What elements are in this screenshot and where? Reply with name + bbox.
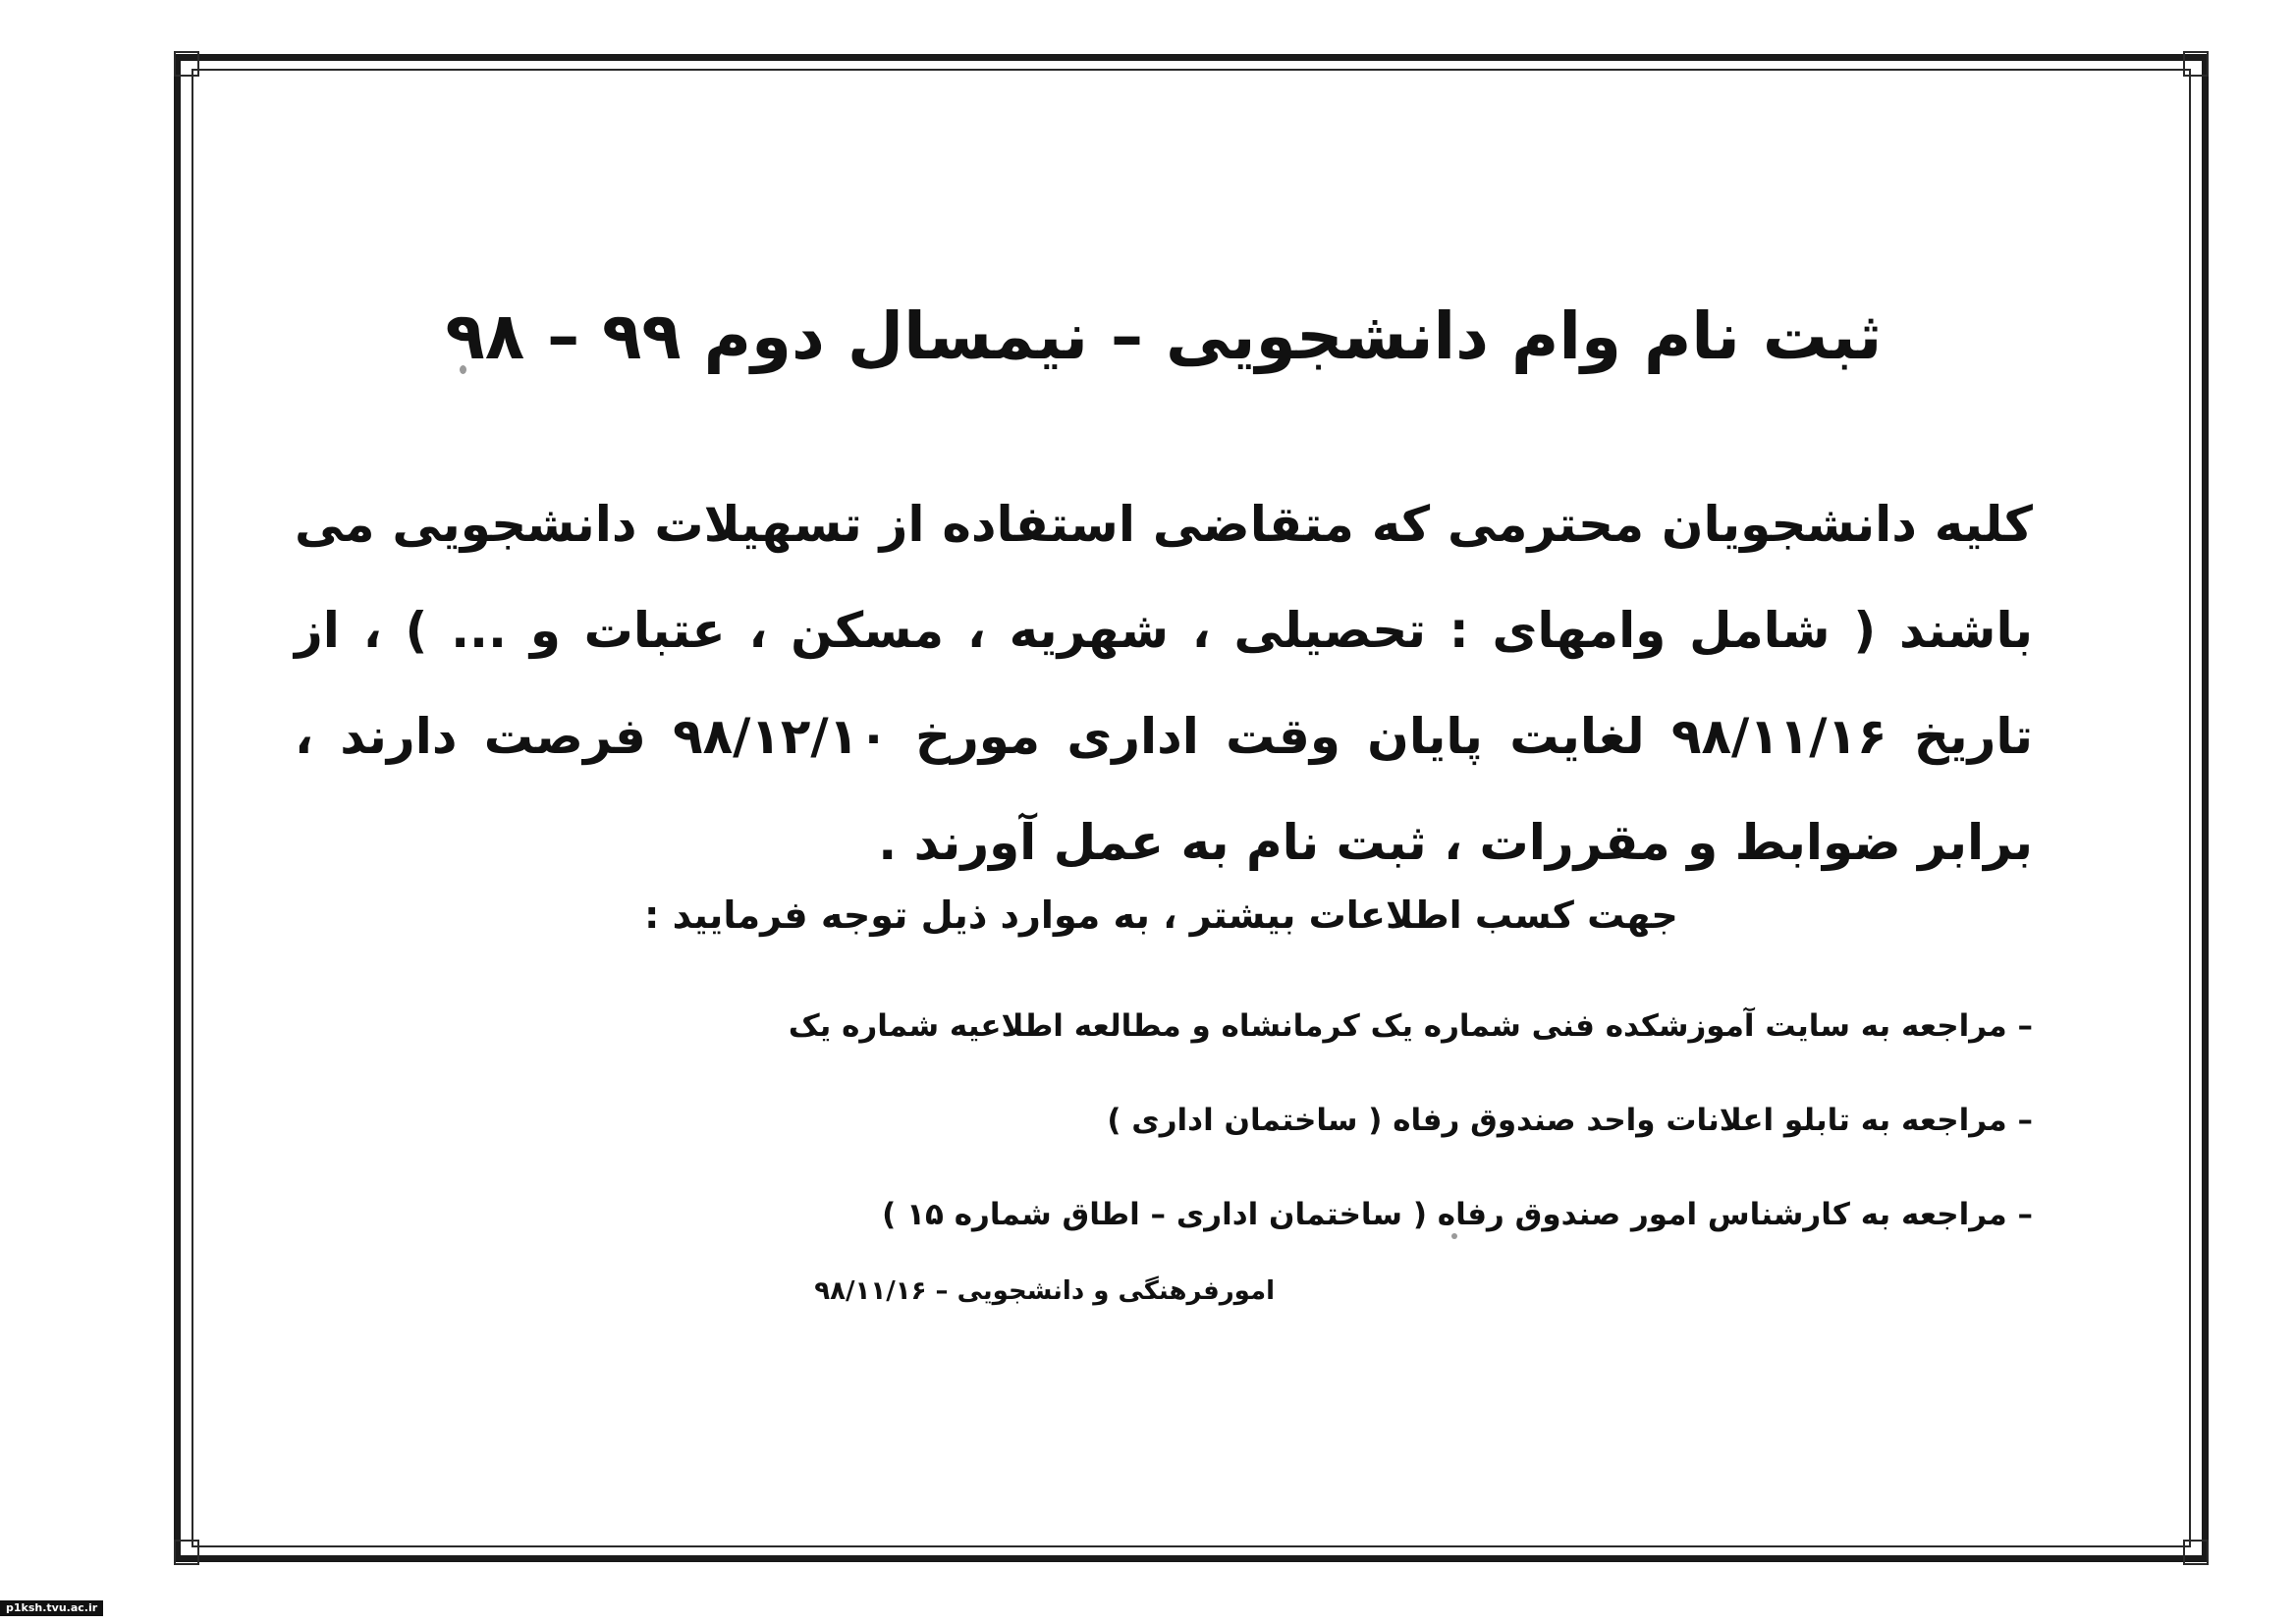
list-item: – مراجعه به تابلو اعلانات واحد صندوق رفاه ( ساختمان اداری ) xyxy=(1107,1103,2033,1138)
corner-ornament-top-right xyxy=(2183,51,2209,77)
list-item: – مراجعه به کارشناس امور صندوق رفاه ( ساختمان اداری – اطاق شماره ۱۵ ) xyxy=(882,1197,2033,1232)
corner-ornament-top-left xyxy=(174,51,199,77)
corner-ornament-bottom-left xyxy=(174,1540,199,1565)
corner-ornament-bottom-right xyxy=(2183,1540,2209,1565)
signature-footer: امورفرهنگی و دانشجویی – ۹۸/۱۱/۱۶ xyxy=(814,1276,1275,1306)
list-item: – مراجعه به سایت آموزشکده فنی شماره یک کرمانشاه و مطالعه اطلاعیه شماره یک xyxy=(788,1008,2033,1044)
source-badge: p1ksh.tvu.ac.ir xyxy=(0,1600,103,1616)
reference-list xyxy=(560,992,2033,1274)
info-heading: جهت کسب اطلاعات بیشتر ، به موارد ذیل توجه فرمایید : xyxy=(644,893,1678,937)
notice-title: ثبت نام وام دانشجویی – نیمسال دوم ۹۹ – ۹۸ xyxy=(445,298,1883,375)
notice-body: کلیه دانشجویان محترمی که متقاضی استفاده از تسهیلات دانشجویی می باشند ( شامل وامهای : تحصیلی ، شهریه ، مسکن ، عتبات و ... ) ، از تاریخ ۹۸/۱۱/۱۶ لغایت پایان وقت اداری مورخ ۹۸/۱۲/۱۰ فرصت دارند ، برابر ضوابط و مقررات ، ثبت نام به عمل آورند . xyxy=(295,496,2033,871)
